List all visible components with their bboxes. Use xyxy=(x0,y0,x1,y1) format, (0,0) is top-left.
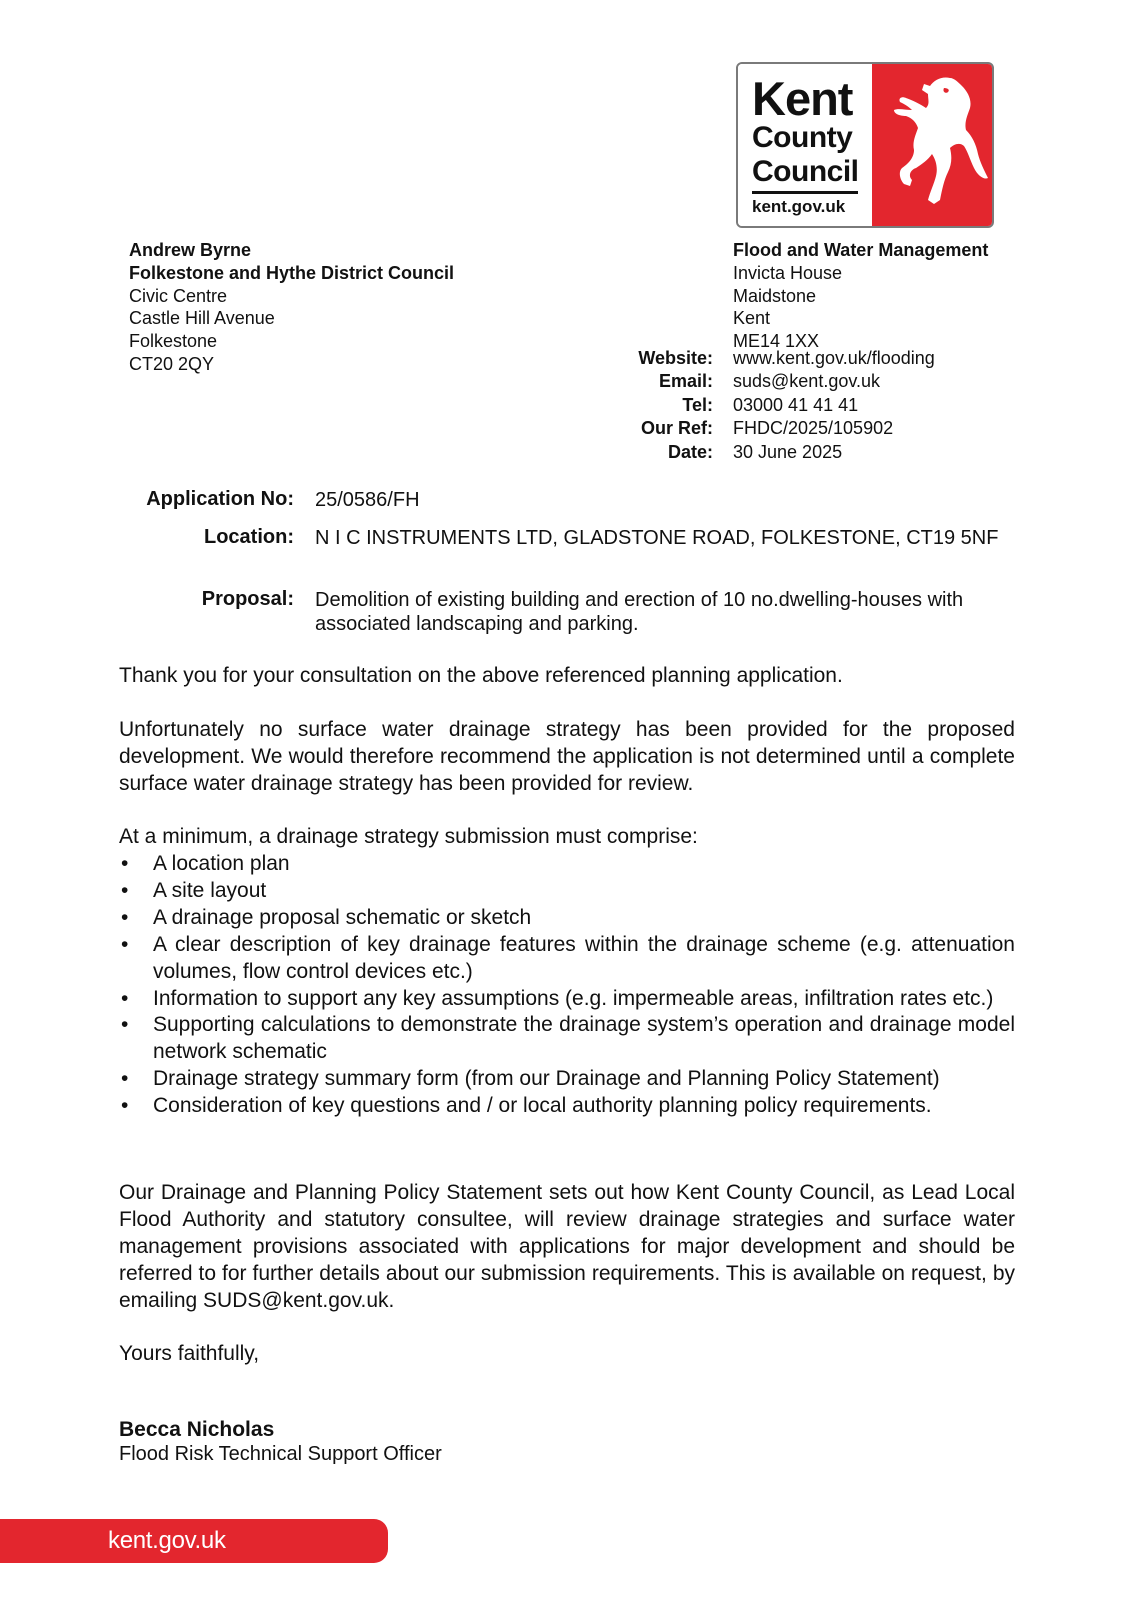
tel-value: 03000 41 41 41 xyxy=(733,394,859,415)
bullet-icon: • xyxy=(121,1013,129,1037)
list-item-text: A location plan xyxy=(153,852,290,875)
sender-address-line: ME14 1XX xyxy=(733,331,820,352)
sender-address-line: Maidstone xyxy=(733,285,817,306)
bullet-icon: • xyxy=(121,852,129,875)
recipient-address xyxy=(129,239,454,376)
paragraph-thanks: Thank you for your consultation on the above referenced planning application. xyxy=(119,664,843,687)
our-ref-label: Our Ref: xyxy=(641,418,713,439)
list-item-text: A drainage proposal schematic or sketch xyxy=(153,905,532,929)
bullet-icon: • xyxy=(121,986,129,1010)
list-item xyxy=(119,851,1015,878)
bullet-icon: • xyxy=(121,1067,129,1091)
list-item-text: Consideration of key questions and / or local authority planning policy requirements. xyxy=(153,1094,932,1118)
paragraph-minimum-intro: At a minimum, a drainage strategy submission must comprise: xyxy=(119,825,698,848)
contact-values xyxy=(733,347,935,464)
date-label: Date: xyxy=(667,441,713,462)
our-ref-value: FHDC/2025/105902 xyxy=(733,418,894,439)
website-label: Website: xyxy=(638,348,713,368)
list-item xyxy=(119,1093,1015,1120)
email-value[interactable]: suds@kent.gov.uk xyxy=(733,371,881,392)
recipient-address-line: Folkestone xyxy=(129,331,218,352)
sender-address xyxy=(733,239,988,353)
list-item-text: Information to support any key assumptions (e.g. impermeable areas, infiltration rates etc.) xyxy=(153,986,994,1010)
list-item xyxy=(119,932,1015,986)
recipient-address-line: CT20 2QY xyxy=(129,353,215,374)
closing: Yours faithfully, xyxy=(119,1342,260,1365)
list-item xyxy=(119,1066,1015,1093)
footer-website[interactable]: kent.gov.uk xyxy=(108,1527,226,1554)
list-item xyxy=(119,1012,1015,1066)
paragraph-no-strategy: Unfortunately no surface water drainage strategy has been provided for the proposed development. We would therefore recommend the application is not determined until a complete surface water drainage strategy has been provided for review. xyxy=(119,718,1015,795)
proposal-label: Proposal: xyxy=(201,588,294,610)
list-item xyxy=(119,986,1015,1013)
list-item-text: A site layout xyxy=(153,878,267,902)
submission-requirements-list xyxy=(119,851,1015,1120)
recipient-address-line: Castle Hill Avenue xyxy=(129,308,275,329)
recipient-organisation: Folkestone and Hythe District Council xyxy=(129,262,455,283)
list-item xyxy=(119,878,1015,905)
signatory-title: Flood Risk Technical Support Officer xyxy=(119,1443,442,1465)
recipient-address-line: Civic Centre xyxy=(129,285,228,306)
kent-county-council-logo xyxy=(736,62,994,228)
logo-rule xyxy=(752,191,858,194)
email-label: Email: xyxy=(658,371,713,392)
bullet-icon: • xyxy=(121,878,129,902)
logo-line-council: Council xyxy=(752,155,859,188)
date-value: 30 June 2025 xyxy=(733,441,843,462)
recipient-name: Andrew Byrne xyxy=(129,240,252,260)
paragraph-policy-statement: Our Drainage and Planning Policy Statement sets out how Kent County Council, as Lead Local Flood Authority and statutory consultee, will review drainage strategies and surface water management provisions associated with applications for major development and should be referred to for further details about our submission requirements. This is available on request, by emailing SUDS@kent.gov.uk. xyxy=(119,1181,1015,1312)
list-item-text: Drainage strategy summary form (from our Drainage and Planning Policy Statement) xyxy=(153,1067,940,1091)
logo-line-kent: Kent xyxy=(752,72,853,125)
application-number-label: Application No: xyxy=(146,488,294,510)
footer-bar xyxy=(0,1519,388,1563)
bullet-icon: • xyxy=(121,932,129,956)
sender-address-line: Kent xyxy=(733,308,771,329)
contact-labels xyxy=(560,347,713,464)
website-value[interactable]: www.kent.gov.uk/flooding xyxy=(733,348,935,368)
list-item-text: Supporting calculations to demonstrate the drainage system’s operation and drainage model network schematic xyxy=(153,1013,1015,1064)
sender-department: Flood and Water Management xyxy=(733,240,989,260)
list-item-text: A clear description of key drainage features within the drainage scheme (e.g. attenuation volumes, flow control devices etc.) xyxy=(153,932,1015,983)
tel-label: Tel: xyxy=(682,394,713,415)
location-label: Location: xyxy=(204,526,294,548)
list-item xyxy=(119,905,1015,932)
logo-text-panel xyxy=(738,64,872,226)
application-number: 25/0586/FH xyxy=(315,489,420,511)
rampant-horse-icon xyxy=(872,64,994,226)
location-value: N I C INSTRUMENTS LTD, GLADSTONE ROAD, FOLKESTONE, CT19 5NF xyxy=(315,527,999,549)
logo-line-county: County xyxy=(752,121,853,154)
signatory-name: Becca Nicholas xyxy=(119,1418,275,1441)
proposal-value: Demolition of existing building and erection of 10 no.dwelling-houses with associated landscaping and parking. xyxy=(315,589,964,635)
logo-website: kent.gov.uk xyxy=(752,197,846,216)
bullet-icon: • xyxy=(121,905,129,929)
sender-address-line: Invicta House xyxy=(733,262,843,283)
bullet-icon: • xyxy=(121,1094,129,1118)
